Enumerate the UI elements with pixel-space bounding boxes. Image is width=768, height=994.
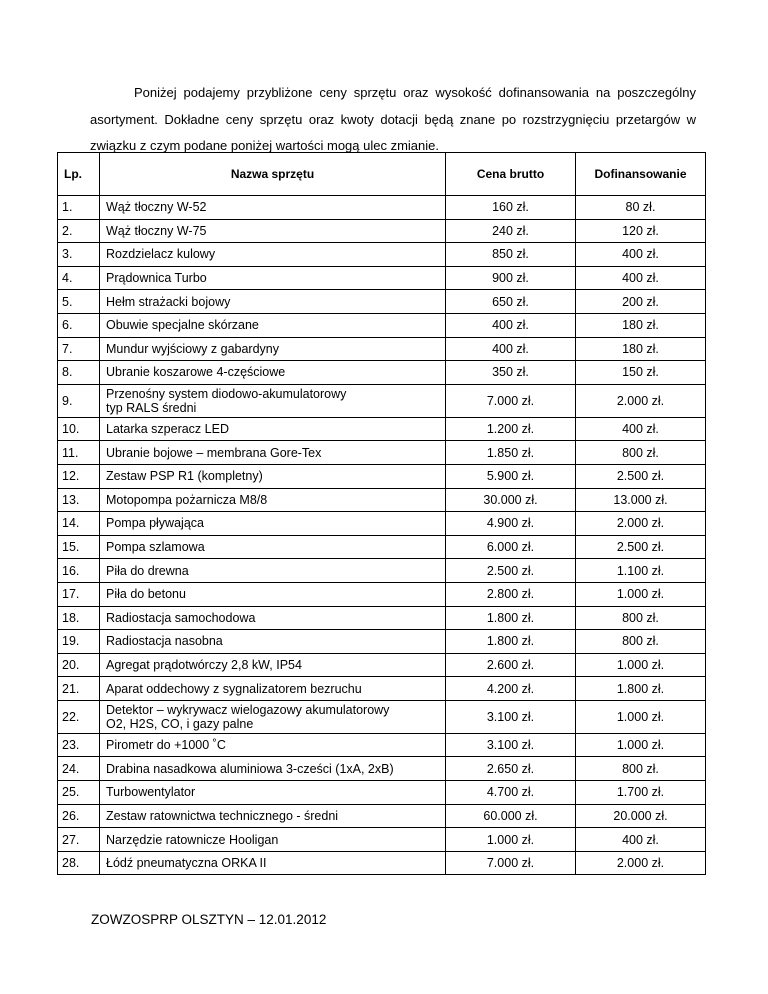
row-subsidy: 800 zł. (576, 757, 706, 781)
row-price: 400 zł. (446, 337, 576, 361)
row-name: Łódź pneumatyczna ORKA II (100, 851, 446, 875)
row-subsidy: 180 zł. (576, 337, 706, 361)
row-subsidy: 80 zł. (576, 196, 706, 220)
table-row (58, 781, 706, 805)
row-lp: 15. (58, 535, 100, 559)
row-price: 2.600 zł. (446, 653, 576, 677)
row-name: Wąż tłoczny W-75 (100, 219, 446, 243)
row-subsidy: 1.700 zł. (576, 781, 706, 805)
row-subsidy: 1.100 zł. (576, 559, 706, 583)
header-subsidy: Dofinansowanie (576, 153, 706, 196)
row-lp: 19. (58, 630, 100, 654)
row-lp: 25. (58, 781, 100, 805)
row-name: Aparat oddechowy z sygnalizatorem bezruchu (100, 677, 446, 701)
row-price: 1.200 zł. (446, 417, 576, 441)
row-name: Mundur wyjściowy z gabardyny (100, 337, 446, 361)
row-price: 350 zł. (446, 361, 576, 385)
row-price: 160 zł. (446, 196, 576, 220)
row-price: 2.800 zł. (446, 582, 576, 606)
intro-text: Poniżej podajemy przybliżone ceny sprzętu oraz wysokość dofinansowania na poszczególny asortyment. Dokładne ceny sprzętu oraz kwoty dotacji będą znane po rozstrzygnięciu przetargów w związku z czym podane poniżej wartości mogą ulec zmianie. (90, 85, 696, 153)
row-subsidy: 1.800 zł. (576, 677, 706, 701)
row-subsidy: 150 zł. (576, 361, 706, 385)
row-subsidy: 2.500 zł. (576, 535, 706, 559)
table-row (58, 488, 706, 512)
row-lp: 12. (58, 464, 100, 488)
row-price: 5.900 zł. (446, 464, 576, 488)
row-lp: 1. (58, 196, 100, 220)
table-row (58, 582, 706, 606)
row-name: Radiostacja nasobna (100, 630, 446, 654)
row-name: Drabina nasadkowa aluminiowa 3-cześci (1xA, 2xB) (100, 757, 446, 781)
table-row (58, 464, 706, 488)
row-price: 650 zł. (446, 290, 576, 314)
row-lp: 10. (58, 417, 100, 441)
row-name-line2: typ RALS średni (106, 400, 197, 415)
row-lp: 18. (58, 606, 100, 630)
row-lp: 21. (58, 677, 100, 701)
row-price: 3.100 zł. (446, 700, 576, 733)
row-subsidy: 800 zł. (576, 630, 706, 654)
table-row (58, 196, 706, 220)
row-subsidy: 400 zł. (576, 266, 706, 290)
header-name: Nazwa sprzętu (100, 153, 446, 196)
table-row (58, 804, 706, 828)
row-name: Obuwie specjalne skórzane (100, 313, 446, 337)
row-subsidy: 2.000 zł. (576, 851, 706, 875)
table-row (58, 757, 706, 781)
row-name (100, 700, 446, 733)
row-price: 400 zł. (446, 313, 576, 337)
row-lp: 3. (58, 243, 100, 267)
table-row (58, 313, 706, 337)
table-row (58, 535, 706, 559)
equipment-table (57, 152, 706, 875)
row-name: Pompa szlamowa (100, 535, 446, 559)
row-lp: 7. (58, 337, 100, 361)
row-lp: 13. (58, 488, 100, 512)
row-subsidy: 400 zł. (576, 417, 706, 441)
row-price: 2.650 zł. (446, 757, 576, 781)
header-lp: Lp. (58, 153, 100, 196)
row-price: 7.000 zł. (446, 851, 576, 875)
row-name: Pompa pływająca (100, 512, 446, 536)
row-price: 4.900 zł. (446, 512, 576, 536)
row-name: Wąż tłoczny W-52 (100, 196, 446, 220)
row-name: Piła do betonu (100, 582, 446, 606)
row-name: Zestaw PSP R1 (kompletny) (100, 464, 446, 488)
table-row (58, 512, 706, 536)
table-row (58, 337, 706, 361)
row-price: 1.850 zł. (446, 441, 576, 465)
row-lp: 26. (58, 804, 100, 828)
row-subsidy: 20.000 zł. (576, 804, 706, 828)
row-subsidy: 1.000 zł. (576, 653, 706, 677)
row-subsidy: 200 zł. (576, 290, 706, 314)
table-row (58, 361, 706, 385)
table-header-row (58, 153, 706, 196)
table-row (58, 851, 706, 875)
header-price: Cena brutto (446, 153, 576, 196)
row-price: 4.700 zł. (446, 781, 576, 805)
row-name: Radiostacja samochodowa (100, 606, 446, 630)
row-subsidy: 180 zł. (576, 313, 706, 337)
row-subsidy: 2.000 zł. (576, 512, 706, 536)
row-subsidy: 13.000 zł. (576, 488, 706, 512)
table-row (58, 219, 706, 243)
table-row (58, 630, 706, 654)
row-price: 7.000 zł. (446, 384, 576, 417)
row-subsidy: 400 zł. (576, 243, 706, 267)
row-name: Hełm strażacki bojowy (100, 290, 446, 314)
table-row (58, 828, 706, 852)
row-price: 850 zł. (446, 243, 576, 267)
row-lp: 4. (58, 266, 100, 290)
row-subsidy: 800 zł. (576, 606, 706, 630)
row-lp: 11. (58, 441, 100, 465)
row-price: 1.800 zł. (446, 630, 576, 654)
row-price: 1.800 zł. (446, 606, 576, 630)
row-name (100, 384, 446, 417)
row-name: Ubranie bojowe – membrana Gore-Tex (100, 441, 446, 465)
row-lp: 14. (58, 512, 100, 536)
row-price: 3.100 zł. (446, 733, 576, 757)
row-lp: 8. (58, 361, 100, 385)
table-body (58, 196, 706, 875)
intro-paragraph (90, 80, 696, 160)
row-price: 4.200 zł. (446, 677, 576, 701)
table-row (58, 417, 706, 441)
row-price: 60.000 zł. (446, 804, 576, 828)
row-price: 30.000 zł. (446, 488, 576, 512)
row-lp: 17. (58, 582, 100, 606)
row-subsidy: 1.000 zł. (576, 582, 706, 606)
table-row (58, 733, 706, 757)
row-name: Ubranie koszarowe 4-częściowe (100, 361, 446, 385)
row-subsidy: 2.000 zł. (576, 384, 706, 417)
table-row (58, 606, 706, 630)
table-row (58, 243, 706, 267)
row-lp: 27. (58, 828, 100, 852)
row-name: Latarka szperacz LED (100, 417, 446, 441)
row-name: Prądownica Turbo (100, 266, 446, 290)
row-name: Zestaw ratownictwa technicznego - średni (100, 804, 446, 828)
table-row (58, 559, 706, 583)
row-subsidy: 1.000 zł. (576, 700, 706, 733)
row-subsidy: 1.000 zł. (576, 733, 706, 757)
row-price: 900 zł. (446, 266, 576, 290)
footer-text: ZOWZOSPRP OLSZTYN – 12.01.2012 (91, 912, 327, 927)
table-row (58, 266, 706, 290)
row-name: Agregat prądotwórczy 2,8 kW, IP54 (100, 653, 446, 677)
row-lp: 24. (58, 757, 100, 781)
row-name: Motopompa pożarnicza M8/8 (100, 488, 446, 512)
row-lp: 16. (58, 559, 100, 583)
row-lp: 9. (58, 384, 100, 417)
row-name-line2: O2, H2S, CO, i gazy palne (106, 716, 254, 731)
row-name-line1: Detektor – wykrywacz wielogazowy akumulatorowy (106, 702, 390, 717)
row-subsidy: 2.500 zł. (576, 464, 706, 488)
row-lp: 28. (58, 851, 100, 875)
table-row (58, 700, 706, 733)
row-price: 2.500 zł. (446, 559, 576, 583)
row-subsidy: 400 zł. (576, 828, 706, 852)
row-name: Piła do drewna (100, 559, 446, 583)
row-lp: 20. (58, 653, 100, 677)
row-subsidy: 800 zł. (576, 441, 706, 465)
row-name: Pirometr do +1000 ˚C (100, 733, 446, 757)
row-name: Rozdzielacz kulowy (100, 243, 446, 267)
row-name: Narzędzie ratownicze Hooligan (100, 828, 446, 852)
table-row (58, 384, 706, 417)
row-lp: 23. (58, 733, 100, 757)
row-name-line1: Przenośny system diodowo-akumulatorowy (106, 386, 347, 401)
row-price: 1.000 zł. (446, 828, 576, 852)
table-row (58, 653, 706, 677)
table-row (58, 677, 706, 701)
row-price: 240 zł. (446, 219, 576, 243)
row-price: 6.000 zł. (446, 535, 576, 559)
row-subsidy: 120 zł. (576, 219, 706, 243)
table-row (58, 290, 706, 314)
row-lp: 22. (58, 700, 100, 733)
row-name: Turbowentylator (100, 781, 446, 805)
row-lp: 6. (58, 313, 100, 337)
row-lp: 5. (58, 290, 100, 314)
table-row (58, 441, 706, 465)
row-lp: 2. (58, 219, 100, 243)
